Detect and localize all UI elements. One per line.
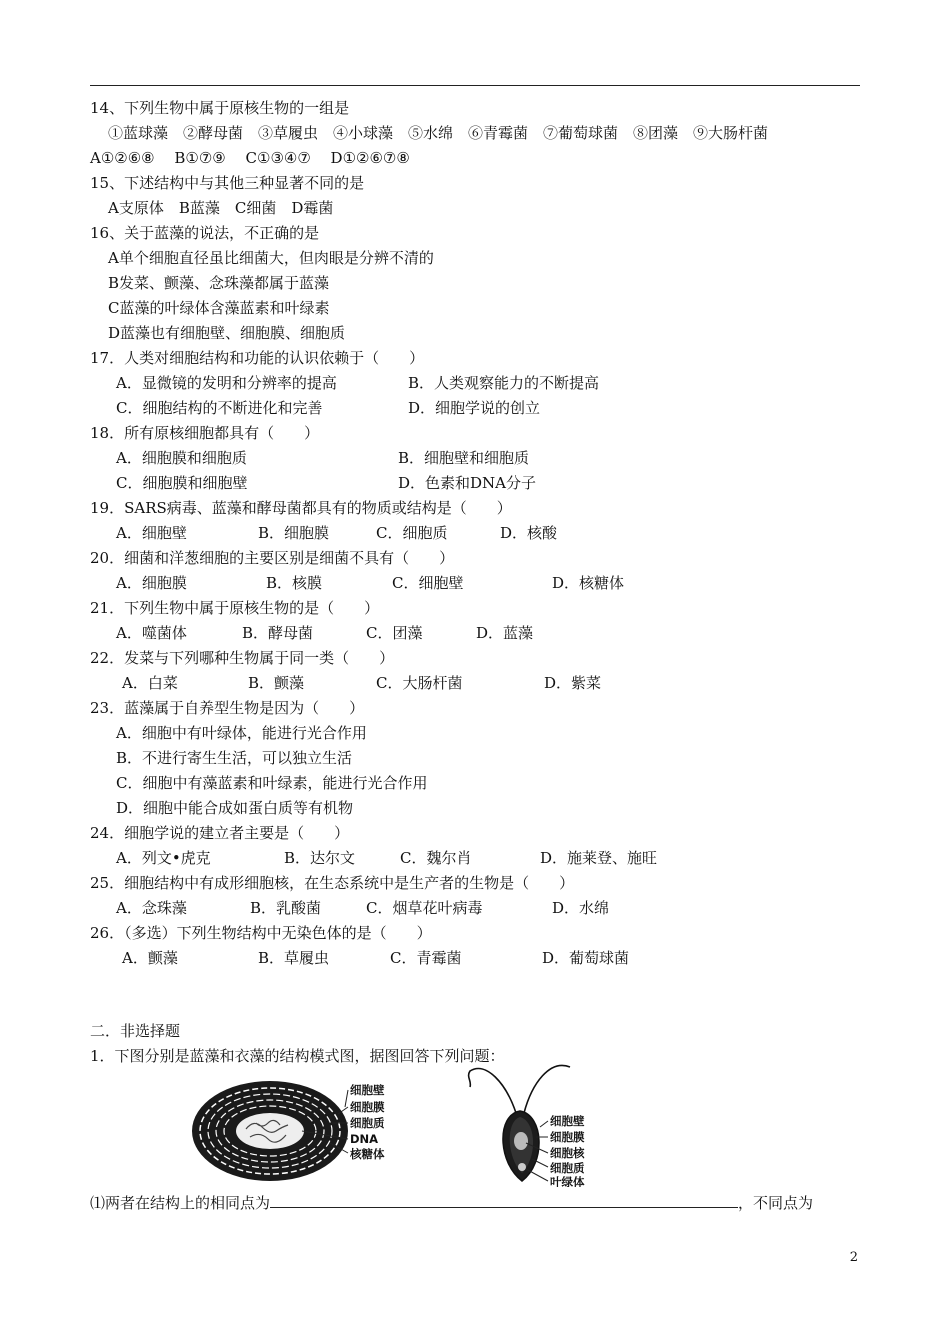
q23-option-a: A．细胞中有叶绿体，能进行光合作用: [116, 724, 367, 742]
chlamydomonas-diagram: [466, 1053, 616, 1187]
q23-option-c: C．细胞中有藻蓝素和叶绿素，能进行光合作用: [116, 774, 428, 792]
pyrenoid-shape: [518, 1163, 526, 1171]
label-dna: DNA: [350, 1132, 379, 1146]
label-cell-wall: 细胞壁: [550, 1114, 585, 1128]
q22-stem: 22．发菜与下列哪种生物属于同一类（ ）: [90, 649, 395, 667]
figure-row: [90, 1071, 880, 1191]
q25-option-d: D．水绵: [552, 899, 610, 917]
label-cytoplasm: 细胞质: [550, 1161, 585, 1175]
q1-part1-prefix: ⑴两者在结构上的相同点为: [90, 1194, 271, 1212]
q25-stem: 25．细胞结构中有成形细胞核，在生态系统中是生产者的生物是（ ）: [90, 874, 575, 892]
q26-option-d: D．葡萄球菌: [542, 949, 630, 967]
q16-option-d: D蓝藻也有细胞壁、细胞膜、细胞质: [108, 324, 346, 342]
q20-stem: 20．细菌和洋葱细胞的主要区别是细菌不具有（ ）: [90, 549, 455, 567]
q19-option-a: A．细胞壁: [116, 524, 187, 542]
q24-option-b: B．达尔文: [284, 849, 356, 867]
pointer-line: [540, 1121, 548, 1127]
q15-options: A支原体 B蓝藻 C细菌 D霉菌: [108, 199, 334, 217]
q24-option-c: C．魏尔肖: [400, 849, 472, 867]
question-content: [90, 96, 880, 1216]
q19-option-c: C．细胞质: [376, 524, 448, 542]
q25-option-a: A．念珠藻: [116, 899, 187, 917]
q14-options: A①②⑥⑧ B①⑦⑨ C①③④⑦ D①②⑥⑦⑧: [90, 149, 410, 167]
q17-option-d: D．细胞学说的创立: [408, 399, 541, 417]
q23-option-d: D．细胞中能合成如蛋白质等有机物: [116, 799, 354, 817]
q18-option-a: A．细胞膜和细胞质: [116, 449, 247, 467]
q18-option-d: D．色素和DNA分子: [398, 474, 537, 492]
q24-stem: 24．细胞学说的建立者主要是（ ）: [90, 824, 350, 842]
q20-option-a: A．细胞膜: [116, 574, 187, 592]
q22-option-a: A．白菜: [122, 674, 178, 692]
q25-option-b: B．乳酸菌: [250, 899, 322, 917]
label-nucleus: 细胞核: [550, 1146, 585, 1160]
q18-option-c: C．细胞膜和细胞壁: [116, 474, 248, 492]
flagellum-right: [524, 1065, 570, 1113]
q17-option-a: A．显微镜的发明和分辨率的提高: [116, 374, 337, 392]
q21-option-b: B．酵母菌: [242, 624, 314, 642]
label-cell-wall: 细胞壁: [350, 1083, 385, 1097]
q21-option-d: D．蓝藻: [476, 624, 534, 642]
q17-stem: 17．人类对细胞结构和功能的认识依赖于（ ）: [90, 349, 425, 367]
q22-option-c: C．大肠杆菌: [376, 674, 463, 692]
q18-stem: 18．所有原核细胞都具有（ ）: [90, 424, 320, 442]
q16-stem: 16、关于蓝藻的说法，不正确的是: [90, 224, 320, 242]
q24-option-d: D．施莱登、施旺: [540, 849, 658, 867]
q20-option-d: D．核糖体: [552, 574, 625, 592]
q26-option-b: B．草履虫: [258, 949, 330, 967]
q16-option-c: C蓝藻的叶绿体含藻蓝素和叶绿素: [108, 299, 330, 317]
answer-blank[interactable]: [270, 1193, 738, 1208]
q24-option-a: A．列文•虎克: [116, 849, 211, 867]
q17-option-c: C．细胞结构的不断进化和完善: [116, 399, 323, 417]
q22-option-b: B．颤藻: [248, 674, 305, 692]
q14-items: ①蓝球藻 ②酵母菌 ③草履虫 ④小球藻 ⑤水绵 ⑥青霉菌 ⑦葡萄球菌 ⑧团藻 ⑨大肠杆菌: [108, 124, 769, 142]
q19-option-d: D．核酸: [500, 524, 558, 542]
label-chloroplast: 叶绿体: [550, 1175, 585, 1187]
pointer-line: [345, 1090, 348, 1107]
q16-option-a: A单个细胞直径虽比细菌大，但肉眼是分辨不清的: [108, 249, 434, 267]
q15-stem: 15、下述结构中与其他三种显著不同的是: [90, 174, 365, 192]
q19-stem: 19．SARS病毒、蓝藻和酵母菌都具有的物质或结构是（ ）: [90, 499, 512, 517]
label-cytoplasm: 细胞质: [350, 1116, 385, 1130]
section2-q1-part1: [90, 1191, 880, 1216]
flagellum-left: [469, 1069, 516, 1113]
nucleoid-region: [236, 1113, 304, 1149]
cyanobacteria-diagram: [190, 1071, 430, 1189]
header-rule: [90, 85, 860, 86]
section2-q1-stem: 1．下图分别是蓝藻和衣藻的结构模式图，据图回答下列问题：: [90, 1047, 505, 1065]
pointer-line: [526, 1169, 548, 1181]
nucleus-shape: [514, 1132, 528, 1150]
q16-option-b: B发菜、颤藻、念珠藻都属于蓝藻: [108, 274, 330, 292]
label-ribosome: 核糖体: [350, 1147, 385, 1161]
q22-option-d: D．紫菜: [544, 674, 602, 692]
q20-option-c: C．细胞壁: [392, 574, 464, 592]
q19-option-b: B．细胞膜: [258, 524, 330, 542]
page-number: 2: [849, 1250, 858, 1265]
q26-option-c: C．青霉菌: [390, 949, 462, 967]
q23-stem: 23．蓝藻属于自养型生物是因为（ ）: [90, 699, 365, 717]
q21-option-a: A．噬菌体: [116, 624, 187, 642]
q25-option-c: C．烟草花叶病毒: [366, 899, 483, 917]
q14-stem: 14、下列生物中属于原核生物的一组是: [90, 99, 350, 117]
q1-part1-suffix: ，不同点为: [738, 1194, 814, 1212]
q18-option-b: B．细胞壁和细胞质: [398, 449, 530, 467]
q20-option-b: B．核膜: [266, 574, 323, 592]
q17-option-b: B．人类观察能力的不断提高: [408, 374, 600, 392]
q23-option-b: B．不进行寄生生活，可以独立生活: [116, 749, 353, 767]
label-cell-membrane: 细胞膜: [350, 1100, 385, 1114]
q21-stem: 21．下列生物中属于原核生物的是（ ）: [90, 599, 380, 617]
label-cell-membrane: 细胞膜: [550, 1130, 585, 1144]
section2-title: 二．非选择题: [90, 1022, 181, 1040]
q26-stem: 26．（多选）下列生物结构中无染色体的是（ ）: [90, 924, 432, 942]
q26-option-a: A．颤藻: [122, 949, 178, 967]
q21-option-c: C．团藻: [366, 624, 423, 642]
